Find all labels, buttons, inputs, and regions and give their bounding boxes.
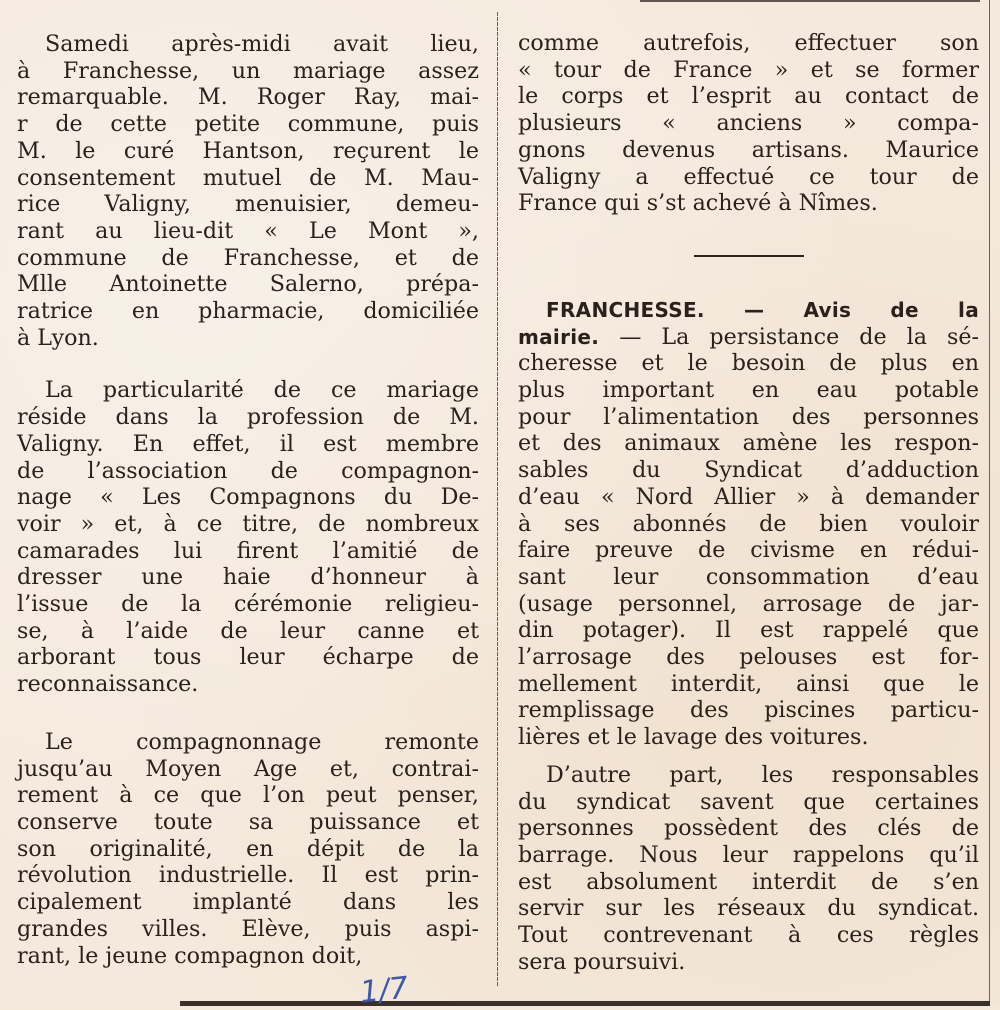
article-left-column: [17, 31, 479, 969]
text-line: gnons devenus artisans. Maurice: [518, 136, 979, 163]
text-line: grandes villes. Elève, puis aspi-: [17, 915, 479, 942]
text-line: r de cette petite commune, puis: [17, 111, 479, 138]
text-line: arborant tous leur écharpe de: [17, 644, 479, 671]
text-line: Valigny a effectué ce tour de: [518, 163, 979, 190]
text-line: ratrice en pharmacie, domiciliée: [17, 298, 479, 325]
text-line: jusqu’au Moyen Age et, contrai-: [17, 755, 479, 782]
text-line: camarades lui firent l’amitié de: [17, 537, 479, 564]
column-divider: [497, 12, 498, 987]
text-line: sant leur consommation d’eau: [518, 563, 979, 590]
text-line: M. le curé Hantson, reçurent le: [17, 137, 479, 164]
article-separator: [694, 255, 804, 257]
paragraph-notice: [518, 297, 979, 751]
text-line: lières et le lavage des voitures.: [518, 724, 869, 751]
text-line: conserve toute sa puissance et: [17, 808, 479, 835]
text-line: voir » et, à ce titre, de nombreux: [17, 510, 479, 537]
paragraph-keys: [518, 762, 979, 976]
text-line: plus important en eau potable: [518, 377, 979, 404]
notice-kicker-2: mairie.: [518, 324, 600, 349]
notice-first-line: [518, 324, 979, 351]
text-line: personnes possèdent des clés de: [518, 815, 979, 842]
text-line: mellement interdit, ainsi que le: [518, 670, 979, 697]
text-line: comme autrefois, effectuer son: [518, 30, 979, 56]
text-line: cheresse et le besoin de plus en: [518, 350, 979, 377]
text-line: commune de Franchesse, et de: [17, 244, 479, 271]
notice-first-line-text: — La persistance de la sé-: [619, 323, 979, 350]
text-line: plusieurs « anciens » compa-: [518, 110, 979, 137]
notice-kicker: FRANCHESSE. — Avis de la: [546, 297, 979, 322]
text-line: et des animaux amène les respon-: [518, 430, 979, 457]
text-line: rice Valigny, menuisier, demeu-: [17, 191, 479, 218]
text-line: à Lyon.: [17, 324, 99, 351]
text-line: sera poursuivi.: [518, 948, 686, 975]
text-line: remplissage des piscines particu-: [518, 697, 979, 724]
text-line: remarquable. M. Roger Ray, mai-: [17, 84, 479, 111]
text-line: révolution industrielle. Il est prin-: [17, 862, 479, 889]
text-line: barrage. Nous leur rappelons qu’il: [518, 841, 979, 868]
text-line: dresser une haie d’honneur à: [17, 564, 479, 591]
text-line: La particularité de ce mariage: [45, 377, 479, 404]
handwritten-note: 1/7: [358, 970, 410, 1010]
text-line: cipalement implanté dans les: [17, 889, 479, 916]
text-line: d’eau « Nord Allier » à demander: [518, 483, 979, 510]
text-line: du syndicat savent que certaines: [518, 788, 979, 815]
text-line: se, à l’aide de leur canne et: [17, 617, 479, 644]
text-line: rant au lieu-dit « Le Mont »,: [17, 217, 479, 244]
text-line: l’issue de la cérémonie religieu-: [17, 591, 479, 618]
text-line: rement à ce que l’on peut penser,: [17, 782, 479, 809]
text-line: (usage personnel, arrosage de jar-: [518, 590, 979, 617]
text-line: rant, le jeune compagnon doit,: [17, 942, 363, 969]
text-line: servir sur les réseaux du syndicat.: [518, 895, 979, 922]
text-line: Valigny. En effet, il est membre: [17, 430, 479, 457]
text-line: reconnaissance.: [17, 671, 199, 698]
text-line: l’arrosage des pelouses est for-: [518, 644, 979, 671]
paragraph-wedding: [17, 31, 479, 351]
text-line: pour l’alimentation des personnes: [518, 403, 979, 430]
text-line: « tour de France » et se former: [518, 56, 979, 83]
text-line: son originalité, en dépit de la: [17, 835, 479, 862]
paragraph-tour-de-france: [518, 30, 979, 217]
right-column-rule: [989, 0, 990, 1006]
text-line: Mlle Antoinette Salerno, prépa-: [17, 271, 479, 298]
text-line: le corps et l’esprit au contact de: [518, 83, 979, 110]
top-rule: [640, 0, 980, 2]
text-line: din potager). Il est rappelé que: [518, 617, 979, 644]
text-line: D’autre part, les responsables: [546, 761, 979, 788]
bottom-edge: [180, 1001, 990, 1006]
article-right-column: [518, 30, 979, 976]
text-line: est absolument interdit de s’en: [518, 868, 979, 895]
text-line: faire preuve de civisme en rédui-: [518, 537, 979, 564]
text-line: consentement mutuel de M. Mau-: [17, 164, 479, 191]
text-line: sables du Syndicat d’adduction: [518, 457, 979, 484]
text-line: France qui s’st achevé à Nîmes.: [518, 190, 878, 217]
notice-headline-line: [518, 297, 979, 324]
text-line: de l’association de compagnon-: [17, 457, 479, 484]
paragraph-compagnonnage: [17, 729, 479, 969]
text-line: Tout contrevenant à ces règles: [518, 922, 979, 949]
text-line: à Franchesse, un mariage assez: [17, 57, 479, 84]
paragraph-particularity: [17, 377, 479, 697]
text-line: réside dans la profession de M.: [17, 404, 479, 431]
text-line: à ses abonnés de bien vouloir: [518, 510, 979, 537]
text-line: Le compagnonnage remonte: [45, 728, 479, 755]
text-line: nage « Les Compagnons du De-: [17, 484, 479, 511]
text-line: Samedi après-midi avait lieu,: [45, 31, 479, 57]
